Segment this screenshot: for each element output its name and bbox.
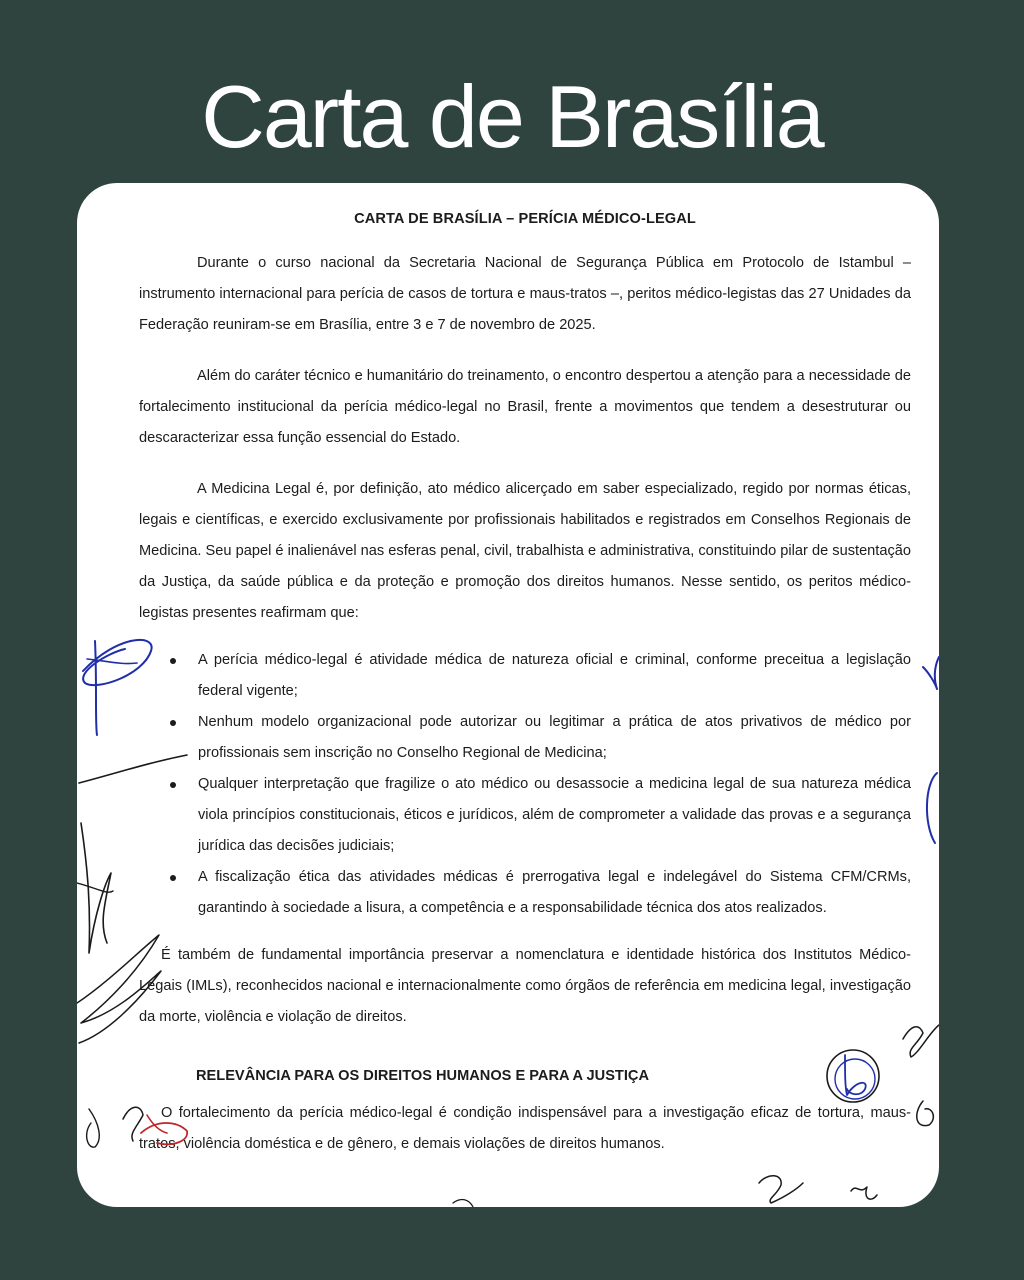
- bullet-icon: [170, 782, 176, 788]
- list-item-text: A perícia médico-legal é atividade médica de natureza oficial e criminal, conforme preceitua a legislação federal vigente;: [198, 652, 911, 699]
- page-title: Carta de Brasília: [201, 67, 823, 166]
- list-item-text: Nenhum modelo organizacional pode autorizar ou legitimar a prática de atos privativos de médico por profissionais sem inscrição no Conselho Regional de Medicina;: [198, 714, 911, 761]
- list-item-text: A fiscalização ética das atividades médicas é prerrogativa legal e indelegável do Sistema CFM/CRMs, garantindo à sociedade a lisura, a competência e a responsabilidade técnica dos atos realizados.: [198, 869, 911, 916]
- signature-mark: [923, 657, 939, 689]
- document-body: [139, 211, 911, 1180]
- paragraph-relevance: O fortalecimento da perícia médico-legal é condição indispensável para a investigação eficaz de tortura, maus-tratos, violência doméstica e de gênero, e demais violações de direitos humanos.: [139, 1105, 911, 1152]
- document-card: [77, 183, 939, 1207]
- bullet-icon: [170, 720, 176, 726]
- list-item: [139, 707, 911, 769]
- document-title: CARTA DE BRASÍLIA – PERÍCIA MÉDICO-LEGAL: [354, 211, 696, 227]
- paragraph-context: Além do caráter técnico e humanitário do treinamento, o encontro despertou a atenção para a necessidade de fortalecimento institucional da perícia médico-legal no Brasil, frente a movimentos que tendem a desestruturar ou descaracterizar essa função essencial do Estado.: [139, 368, 911, 446]
- signature-mark: [77, 883, 113, 892]
- section-heading: RELEVÂNCIA PARA OS DIREITOS HUMANOS E PARA A JUSTIÇA: [196, 1068, 649, 1084]
- signature-mark: [453, 1200, 473, 1207]
- signature-mark: [87, 659, 137, 664]
- signature-mark: [95, 641, 97, 735]
- signature-mark: [927, 773, 937, 843]
- list-item: [139, 769, 911, 862]
- signature-mark: [81, 823, 111, 953]
- list-item: [139, 862, 911, 924]
- signature-mark: [851, 1187, 877, 1199]
- bullet-icon: [170, 658, 176, 664]
- list-item: [139, 645, 911, 707]
- signature-mark: [917, 1101, 934, 1126]
- bullet-icon: [170, 875, 176, 881]
- paragraph-iml: É também de fundamental importância preservar a nomenclatura e identidade histórica dos Institutos Médico-Legais (IMLs), reconhecidos nacional e internacionalmente como órgãos de referência em medicina legal, investigação da morte, violência e violação de direitos.: [139, 947, 911, 1025]
- paragraph-definition: A Medicina Legal é, por definição, ato médico alicerçado em saber especializado, regido por normas éticas, legais e científicas, e exercido exclusivamente por profissionais habilitados e registrados em Conselhos Regionais de Medicina. Seu papel é inalienável nas esferas penal, civil, trabalhista e administrativa, constituindo pilar de sustentação da Justiça, da saúde pública e da proteção e promoção dos direitos humanos. Nesse sentido, os peritos médico-legistas presentes reafirmam que:: [139, 481, 911, 621]
- list-item-text: Qualquer interpretação que fragilize o ato médico ou desassocie a medicina legal de sua natureza médica viola princípios constitucionais, éticos e jurídicos, além de comprometer a validade das provas e a segurança jurídica das decisões judiciais;: [198, 776, 911, 854]
- signature-mark: [87, 1109, 100, 1147]
- reaffirmation-list: [139, 645, 911, 924]
- paragraph-intro: Durante o curso nacional da Secretaria Nacional de Segurança Pública em Protocolo de Istambul – instrumento internacional para perícia de casos de tortura e maus-tratos –, peritos médico-legistas das 27 Unidades da Federação reuniram-se em Brasília, entre 3 e 7 de novembro de 2025.: [139, 255, 911, 333]
